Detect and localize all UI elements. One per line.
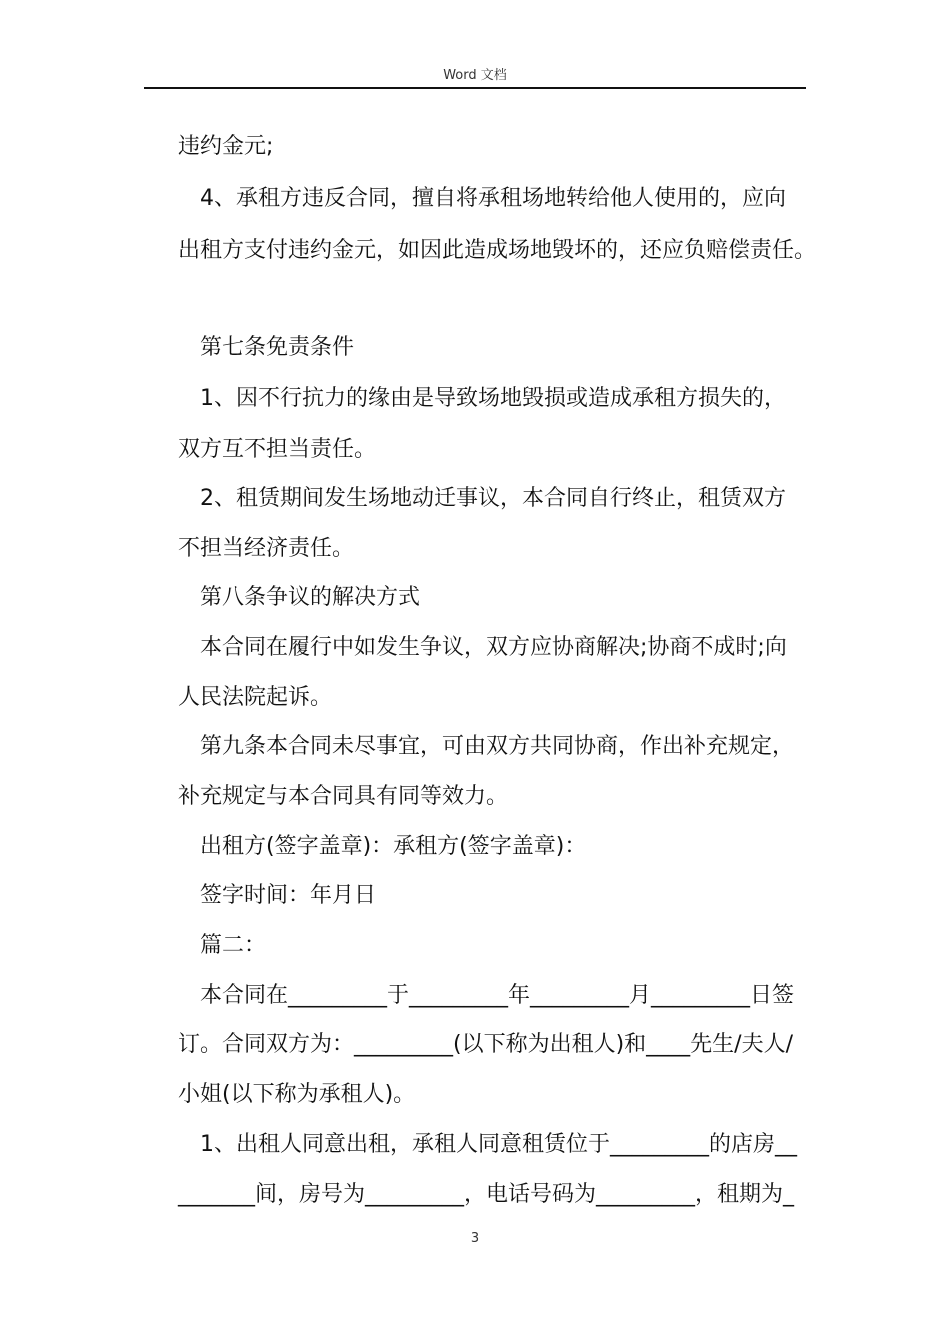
text-line: 双方互不担当责任。	[178, 437, 377, 462]
section-heading: 第七条免责条件	[200, 335, 355, 360]
text-line: 4、承租方违反合同，擅自将承租场地转给他人使用的，应向	[200, 186, 786, 211]
text-line: 违约金元;	[178, 134, 274, 159]
page-number: 3	[470, 1231, 480, 1246]
section-heading: 第八条争议的解决方式	[200, 585, 421, 610]
text-line: 1、因不行抗力的缘由是导致场地毁损或造成承租方损失的，	[200, 386, 786, 411]
text-line: _______间，房号为_________，电话号码为_________，租期为_	[178, 1182, 795, 1207]
text-line: 补充规定与本合同具有同等效力。	[178, 784, 509, 809]
text-line: 不担当经济责任。	[178, 536, 355, 561]
section-heading: 篇二：	[200, 933, 267, 958]
text-line: 2、租赁期间发生场地动迁事议，本合同自行终止，租赁双方	[200, 486, 786, 511]
date-line: 签字时间：年月日	[200, 883, 377, 908]
text-line: 本合同在_________于_________年_________月_________日签	[200, 983, 795, 1008]
header-divider	[144, 87, 806, 89]
text-line: 1、出租人同意出租，承租人同意租赁位于_________的店房__	[200, 1132, 797, 1157]
text-line: 出租方支付违约金元，如因此造成场地毁坏的，还应负赔偿责任。	[178, 238, 817, 263]
page-header: Word 文档	[443, 68, 507, 83]
signature-line: 出租方(签字盖章)：承租方(签字盖章)：	[200, 834, 587, 859]
text-line: 第九条本合同未尽事宜，可由双方共同协商，作出补充规定，	[200, 734, 795, 759]
text-line: 订。合同双方为：_________(以下称为出租人)和____先生/夫人/	[178, 1032, 793, 1057]
text-line: 人民法院起诉。	[178, 685, 333, 710]
text-line: 小姐(以下称为承租人)。	[178, 1082, 416, 1107]
text-line: 本合同在履行中如发生争议，双方应协商解决;协商不成时;向	[200, 635, 787, 660]
